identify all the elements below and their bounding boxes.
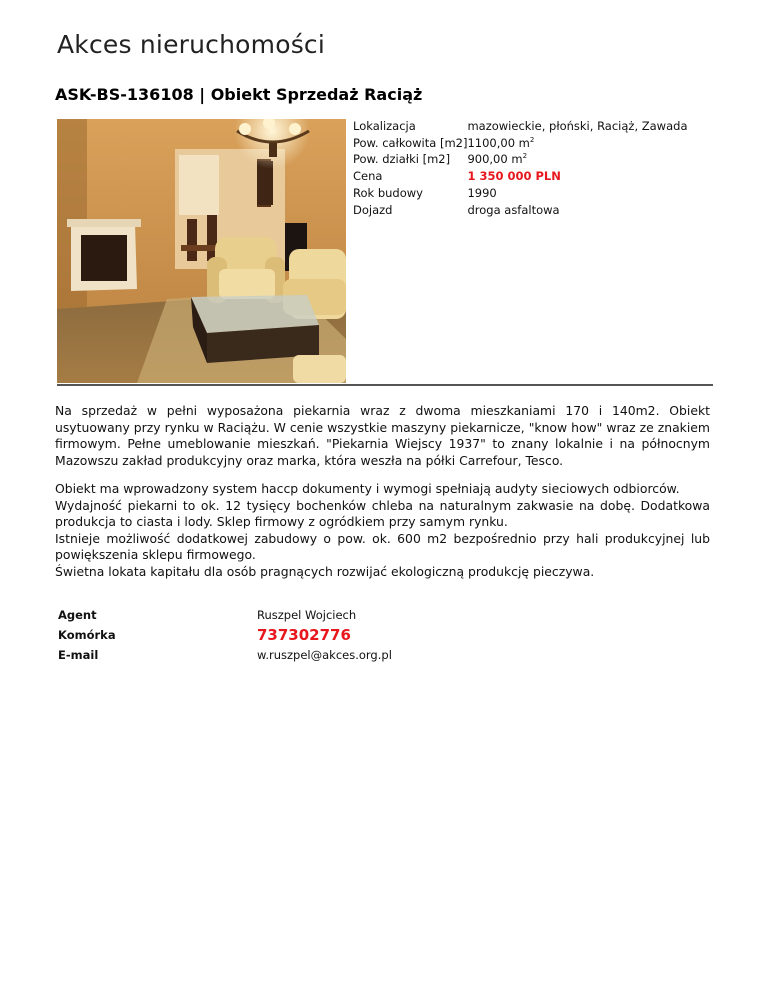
listing-photo: [57, 119, 346, 383]
detail-label: Pow. działki [m2]: [353, 152, 451, 167]
detail-row-price: [353, 168, 688, 185]
phone-number: 737302776: [257, 626, 351, 644]
details-panel: [353, 118, 688, 218]
detail-label: Rok budowy: [353, 185, 423, 200]
contact-row-email: [58, 645, 392, 665]
contact-label: Agent: [58, 608, 97, 622]
detail-value: mazowieckie, płoński, Raciąż, Zawada: [467, 119, 688, 133]
detail-label: Cena: [353, 169, 383, 184]
contact-panel: [58, 605, 392, 665]
detail-row-year: [353, 185, 688, 202]
listing-title: ASK-BS-136108 | Obiekt Sprzedaż Raciąż: [55, 85, 423, 104]
description-paragraph: [55, 481, 710, 580]
description-line: powiększenia sklepu firmowego.: [55, 547, 256, 562]
detail-value: 1100,00 m: [467, 135, 530, 150]
section-divider: [57, 384, 713, 386]
description-line: Istnieje możliwość dodatkowej zabudowy o pow. ok. 600 m2 bezpośrednio przy hali produkcyjnej lub: [55, 530, 710, 546]
details-table: [353, 118, 688, 218]
description-line: Obiekt ma wprowadzony system haccp dokumenty i wymogi spełniają audyty sieciowych odbiorców.: [55, 481, 680, 496]
detail-label: Pow. całkowita [m2]: [353, 135, 468, 150]
detail-value: droga asfaltowa: [467, 202, 560, 217]
description-line: Świetna lokata kapitału dla osób pragnących rozwijać ekologiczną produkcję pieczywa.: [55, 563, 595, 579]
description-line: produkcja to ciasta i lody. Sklep firmowy z ogródkiem przy samym rynku.: [55, 514, 508, 529]
unit-superscript: 2: [529, 135, 535, 144]
brand-name: Akces nieruchomości: [57, 30, 326, 59]
detail-value-wrap: [467, 135, 687, 152]
contact-row-mobile: [58, 625, 392, 645]
detail-label: Dojazd: [353, 202, 393, 217]
contact-row-agent: [58, 605, 392, 625]
email-address: w.ruszpel@akces.org.pl: [257, 648, 392, 662]
contact-label: Komórka: [58, 628, 116, 642]
agent-name: Ruszpel Wojciech: [257, 608, 357, 622]
contact-label: E-mail: [58, 648, 99, 662]
detail-row-location: [353, 118, 688, 135]
contact-table: [58, 605, 392, 665]
detail-label: Lokalizacja: [353, 119, 416, 133]
detail-value-wrap: [467, 151, 687, 168]
description-line: Wydajność piekarni to ok. 12 tysięcy bochenków chleba na naturalnym zakwasie na dobę. Dodatkowa: [55, 497, 710, 513]
detail-row-total-area: [353, 135, 688, 152]
detail-value: 1990: [467, 185, 497, 200]
unit-superscript: 2: [522, 152, 528, 161]
detail-value: 900,00 m: [467, 152, 523, 167]
price-value: 1 350 000 PLN: [467, 169, 561, 184]
detail-row-access: [353, 202, 688, 219]
description-paragraph: Na sprzedaż w pełni wyposażona piekarnia wraz z dwoma mieszkaniami 170 i 140m2. Obiekt usytuowany przy rynku w Raciążu. W cenie wszystkie maszyny piekarnicze, "know how" wraz ze znakiem firmowym. Pełne umeblowanie mieszkań. "Piekarnia Wiejscy 1937" to znany lokalnie i na północnym Mazowszu zakład produkcyjny oraz marka, która weszła na półki Carrefour, Tesco.: [55, 403, 710, 468]
detail-row-plot-area: [353, 151, 688, 168]
